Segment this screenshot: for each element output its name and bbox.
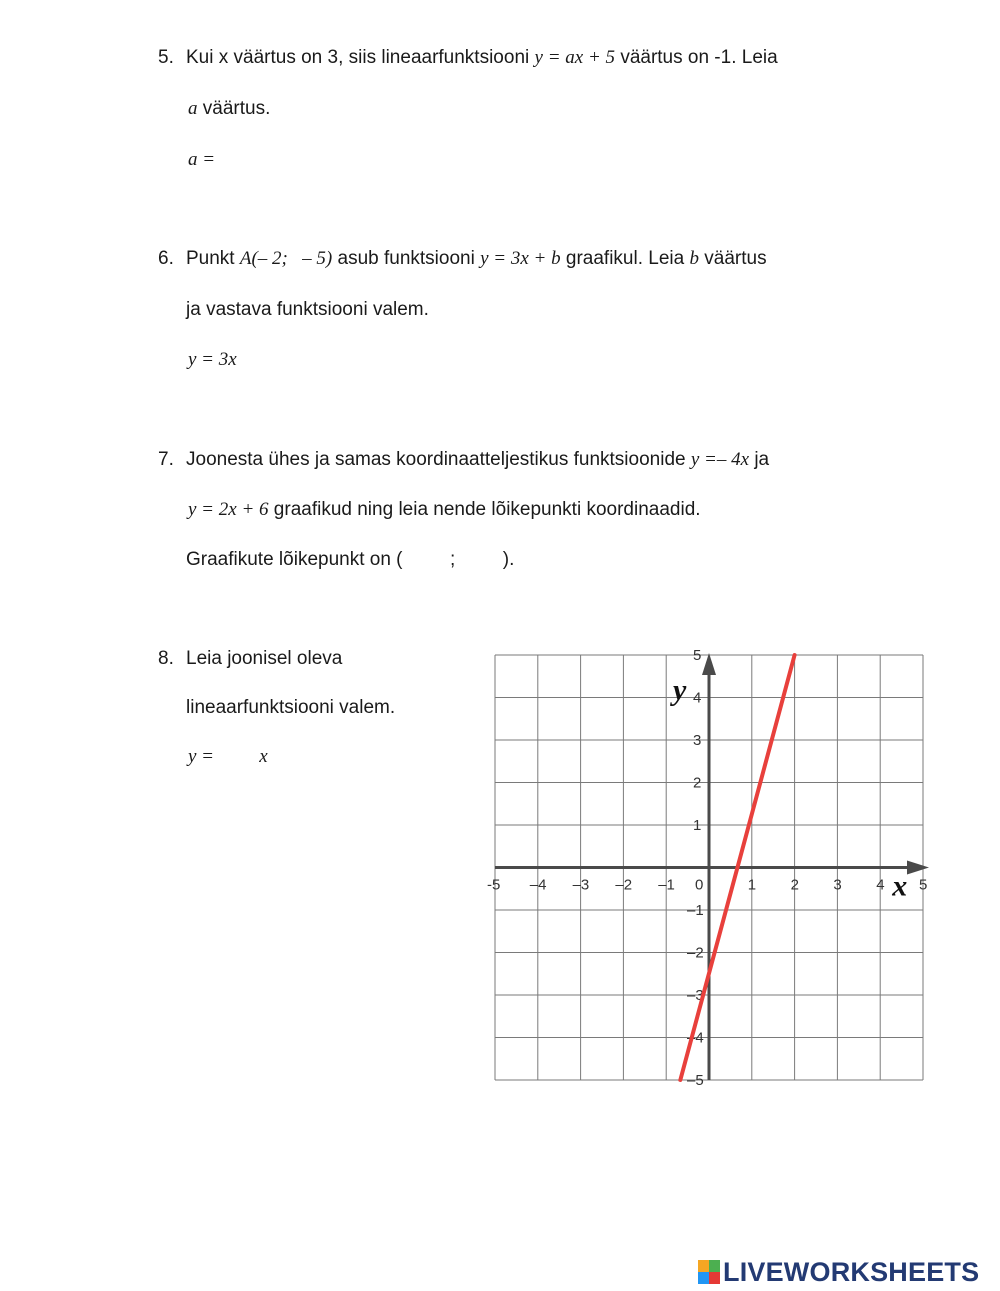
y-tick-label: 5 bbox=[693, 647, 702, 664]
q6-line1 bbox=[158, 247, 767, 271]
q6-number: 6. bbox=[158, 248, 174, 269]
q5-var: a bbox=[188, 98, 198, 119]
logo-text: LIVEWORKSHEETS bbox=[723, 1256, 980, 1287]
q7-text-c: graafikud ning leia nende lõikepunkti koordinaadid. bbox=[273, 499, 701, 520]
y-axis-label: y bbox=[673, 673, 687, 707]
q8-answer-y: y = bbox=[188, 746, 215, 767]
logo-square-2 bbox=[709, 1260, 720, 1272]
y-tick-label: 2 bbox=[693, 774, 702, 792]
y-tick-label: 1 bbox=[693, 817, 702, 834]
q7-formula2: y = 2x + 6 bbox=[188, 499, 269, 520]
coordinate-graph bbox=[485, 645, 930, 1090]
q5-answer-label: a = bbox=[188, 149, 216, 170]
y-tick-label: 3 bbox=[693, 732, 702, 749]
x-tick-label: 0 bbox=[695, 876, 704, 894]
q6-point: A(– 2; – 5) bbox=[239, 248, 333, 269]
q7-text-b: ja bbox=[754, 449, 770, 470]
x-tick-label: 2 bbox=[790, 876, 799, 894]
y-tick-label: 4 bbox=[693, 689, 702, 707]
q8-number: 8. bbox=[158, 648, 174, 669]
q7-answer-line: Graafikute lõikepunkt on ( ; ). bbox=[186, 549, 515, 570]
y-tick-label: –5 bbox=[687, 1072, 704, 1089]
x-tick-label: 5 bbox=[919, 876, 928, 894]
q6-text-d: väärtus bbox=[704, 248, 767, 269]
q8-line1 bbox=[158, 647, 342, 671]
y-tick-label: –1 bbox=[687, 902, 704, 919]
x-tick-label: –3 bbox=[572, 876, 590, 894]
q8-text-1: Leia joonisel oleva bbox=[186, 648, 343, 669]
q7-line1 bbox=[158, 448, 769, 472]
x-tick-label: –2 bbox=[615, 876, 633, 894]
q7-number: 7. bbox=[158, 449, 174, 470]
liveworksheets-logo bbox=[698, 1257, 979, 1287]
y-tick-label: –2 bbox=[687, 944, 704, 962]
logo-square-1 bbox=[698, 1260, 709, 1272]
x-tick-label: 1 bbox=[747, 876, 757, 894]
q6-line2: ja vastava funktsiooni valem. bbox=[186, 299, 429, 320]
q5-text-c: väärtus. bbox=[202, 98, 271, 119]
q5-number: 5. bbox=[158, 47, 174, 68]
logo-square-4 bbox=[709, 1272, 720, 1284]
q5-text-a: Kui x väärtus on 3, siis lineaarfunktsiooni bbox=[186, 47, 530, 68]
q8-answer bbox=[188, 745, 268, 769]
q5-line2 bbox=[188, 97, 270, 121]
x-tick-label: 3 bbox=[833, 876, 842, 894]
q6-formula: y = 3x + b bbox=[480, 248, 561, 269]
q7-formula1: y =– 4x bbox=[690, 449, 750, 470]
y-axis-arrow-icon bbox=[702, 653, 716, 675]
q7-line2 bbox=[188, 498, 701, 522]
logo-square-3 bbox=[698, 1272, 709, 1284]
x-tick-label: -5 bbox=[487, 876, 501, 894]
x-axis-arrow-icon bbox=[907, 861, 929, 875]
q5-line1 bbox=[158, 46, 778, 70]
q8-answer-x: x bbox=[259, 746, 268, 767]
q5-formula: y = ax + 5 bbox=[534, 47, 616, 68]
q5-text-b: väärtus on -1. Leia bbox=[620, 47, 778, 68]
y-tick-label: –4 bbox=[687, 1029, 704, 1047]
q6-var: b bbox=[689, 248, 699, 269]
x-axis-label: x bbox=[892, 869, 908, 903]
logo-mark-icon bbox=[698, 1260, 720, 1284]
q6-answer-label: y = 3x bbox=[188, 349, 237, 370]
q6-text-b: asub funktsiooni bbox=[337, 248, 475, 269]
q7-text-a: Joonesta ühes ja samas koordinaatteljestikus funktsioonide bbox=[186, 449, 686, 470]
q6-text-c: graafikul. Leia bbox=[565, 248, 685, 269]
y-tick-label: –3 bbox=[687, 987, 704, 1004]
x-tick-label: –1 bbox=[658, 876, 675, 894]
x-tick-label: 4 bbox=[876, 876, 885, 894]
q8-line2: lineaarfunktsiooni valem. bbox=[186, 697, 396, 718]
x-tick-label: –4 bbox=[529, 876, 547, 894]
q6-text-a: Punkt bbox=[186, 248, 235, 269]
